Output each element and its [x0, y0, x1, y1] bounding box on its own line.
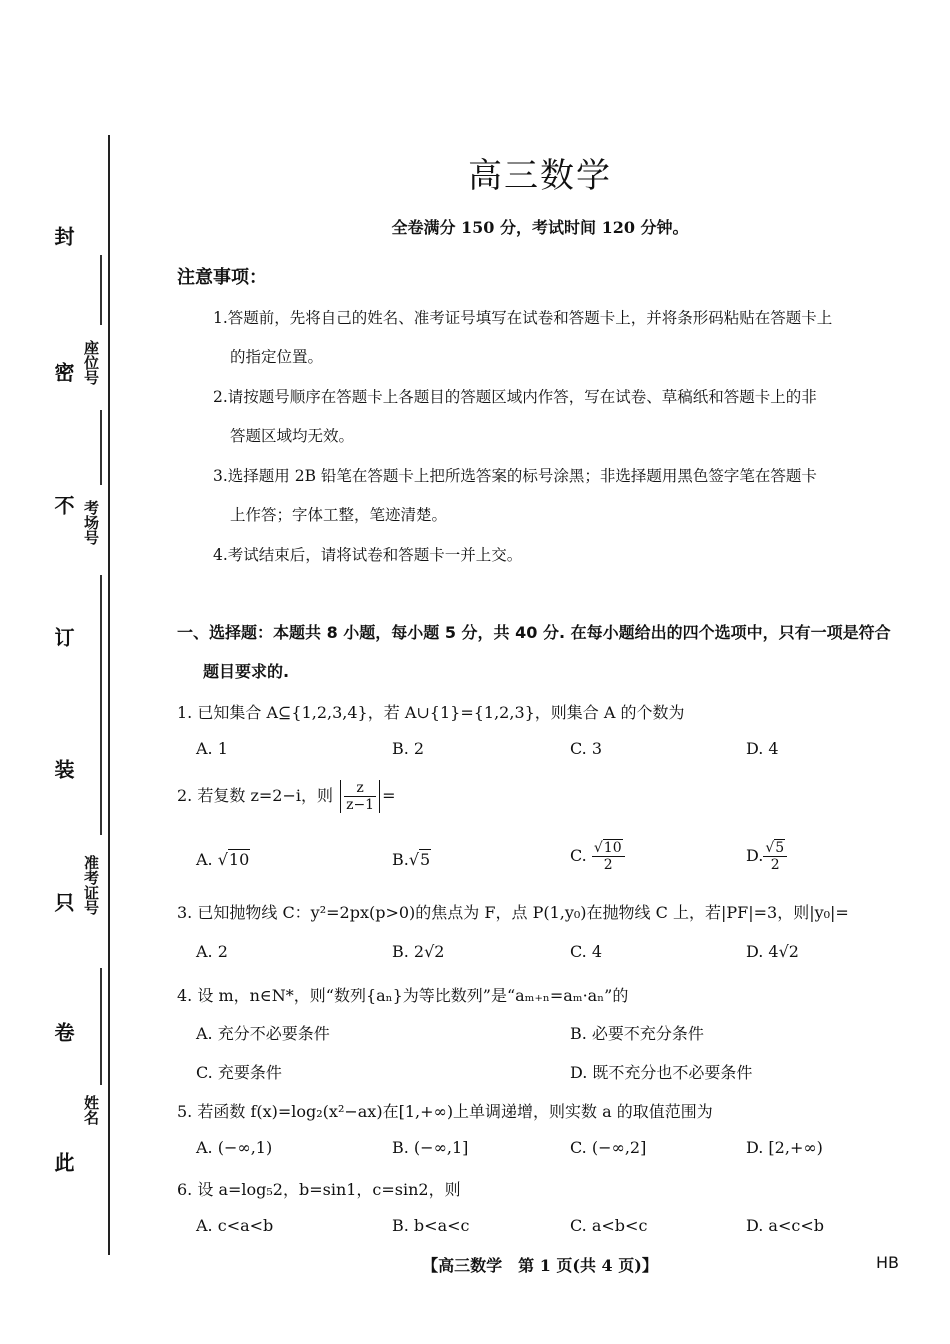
notice-item-1: 1.答题前，先将自己的姓名、准考证号填写在试卷和答题卡上，并将条形码粘贴在答题卡上 的指定位置。 [213, 309, 833, 366]
question-6-option-a[interactable]: A. c<a<b [196, 1216, 274, 1235]
question-2-stem: 2. 若复数 z=2−i，则 $\frac{z}{z-1}$ = [177, 780, 396, 813]
binding-line [108, 135, 110, 1255]
question-3-option-c[interactable]: C. 4 [570, 942, 603, 961]
page-footer: 【高三数学 第 1 页(共 4 页)】 [422, 1256, 658, 1275]
footer-code: HB [876, 1253, 900, 1272]
seal-char-mi: 密 [51, 362, 75, 382]
question-3-option-b[interactable]: B. 2√2 [392, 942, 445, 961]
admission-number-label: 准考证号 [82, 855, 100, 915]
exam-room-label: 考场号 [82, 500, 100, 545]
notice-item-4: 4.考试结束后，请将试卷和答题卡一并上交。 [213, 546, 523, 564]
score-time-info: 全卷满分 150 分，考试时间 120 分钟。 [391, 218, 689, 237]
absolute-value [340, 780, 380, 813]
question-5-option-d[interactable]: D. [2,+∞) [746, 1138, 823, 1157]
seal-char-zhi: 只 [51, 892, 75, 912]
seal-char-ci: 此 [51, 1152, 75, 1172]
admission-number-field[interactable] [76, 575, 102, 915]
notice-title: 注意事项： [177, 267, 267, 288]
question-4-option-b[interactable]: B. 必要不充分条件 [570, 1024, 704, 1043]
notice-item-3: 3.选择题用 2B 铅笔在答题卡上把所选答案的标号涂黑；非选择题用黑色签字笔在答题卡 上作答；字体工整，笔迹清楚。 [213, 467, 817, 524]
question-4-option-a[interactable]: A. 充分不必要条件 [196, 1024, 330, 1043]
question-5-option-c[interactable]: C. (−∞,2] [570, 1138, 647, 1157]
question-1-option-b[interactable]: B. 2 [392, 739, 425, 758]
question-5-option-a[interactable]: A. (−∞,1) [196, 1138, 273, 1157]
exam-room-field[interactable] [76, 410, 102, 545]
question-6-option-b[interactable]: B. b<a<c [392, 1216, 470, 1235]
seal-char-juan: 卷 [51, 1022, 75, 1042]
question-2-option-a[interactable]: A. √10 [196, 850, 250, 869]
question-4-option-c[interactable]: C. 充要条件 [196, 1063, 282, 1082]
question-1-option-c[interactable]: C. 3 [570, 739, 603, 758]
question-6-option-d[interactable]: D. a<c<b [746, 1216, 824, 1235]
name-label: 姓名 [82, 1095, 100, 1125]
question-1-option-d[interactable]: D. 4 [746, 739, 779, 758]
question-5-option-b[interactable]: B. (−∞,1] [392, 1138, 469, 1157]
question-2-option-b[interactable]: B.√5 [392, 850, 431, 869]
seat-number-label: 座位号 [82, 340, 100, 385]
question-3-option-d[interactable]: D. 4√2 [746, 942, 799, 961]
question-1-stem: 1. 已知集合 A⊆{1,2,3,4}，若 A∪{1}={1,2,3}，则集合 A 的个数为 [177, 703, 685, 722]
page-title: 高三数学 [468, 156, 612, 196]
seal-char-zhuang: 装 [51, 759, 75, 779]
question-3-option-a[interactable]: A. 2 [196, 942, 228, 961]
section-heading: 一、选择题：本题共 8 小题，每小题 5 分，共 40 分. 在每小题给出的四个选项中，只有一项是符合 题目要求的. [177, 623, 891, 681]
question-4-option-d[interactable]: D. 既不充分也不必要条件 [570, 1063, 753, 1082]
seal-char-feng: 封 [51, 226, 75, 246]
question-4-stem: 4. 设 m，n∈N*，则“数列{aₙ}为等比数列”是“aₘ₊ₙ=aₘ·aₙ”的 [177, 986, 629, 1005]
fraction: $\frac{z}{z-1}$ [346, 780, 375, 813]
question-3-stem: 3. 已知抛物线 C：y²=2px(p>0)的焦点为 F，点 P(1,y₀)在抛物线 C 上，若|PF|=3，则|y₀|= [177, 903, 849, 922]
question-6-option-c[interactable]: C. a<b<c [570, 1216, 648, 1235]
seal-char-bu: 不 [51, 495, 75, 515]
question-6-stem: 6. 设 a=log₅2，b=sin1，c=sin2，则 [177, 1180, 461, 1199]
seat-number-field[interactable] [76, 255, 102, 385]
question-5-stem: 5. 若函数 f(x)=log₂(x²−ax)在[1,+∞)上单调递增，则实数 a 的取值范围为 [177, 1102, 713, 1121]
question-2-option-c[interactable]: C. $\frac{√10}{2}$ [570, 840, 625, 873]
seal-char-ding: 订 [51, 627, 75, 647]
notice-item-2: 2.请按题号顺序在答题卡上各题目的答题区域内作答，写在试卷、草稿纸和答题卡上的非 答题区域均无效。 [213, 388, 817, 445]
name-field[interactable] [76, 968, 102, 1125]
question-2-option-d[interactable]: D. $\frac{√5}{2}$ [746, 840, 787, 873]
question-1-option-a[interactable]: A. 1 [196, 739, 228, 758]
